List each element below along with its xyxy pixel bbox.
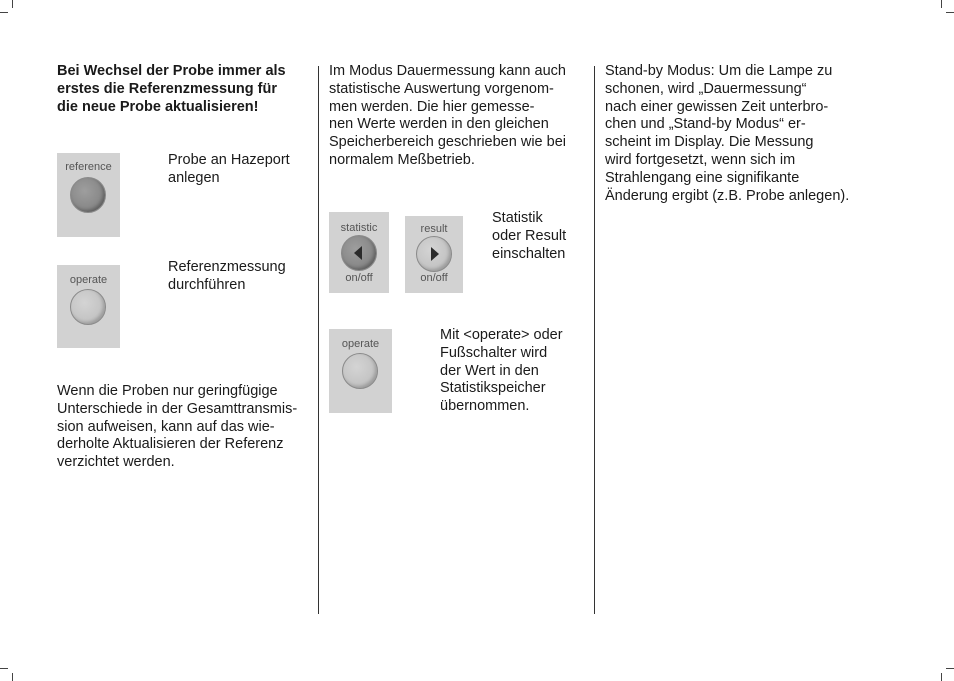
arrow-right-icon — [417, 237, 451, 271]
crop-mark — [946, 668, 954, 669]
crop-mark — [0, 668, 8, 669]
intro-line: men werden. Die hier gemesse- — [329, 98, 535, 115]
operate-text — [440, 327, 563, 416]
reference-heading — [57, 63, 286, 116]
result-key[interactable] — [405, 216, 463, 293]
heading-line: die neue Probe aktualisieren! — [57, 98, 259, 115]
step1-line: Probe an Hazeport — [168, 152, 290, 168]
heading-line: Bei Wechsel der Probe immer als — [57, 63, 286, 79]
note-line: Unterschiede in der Gesamttransmis- — [57, 400, 298, 417]
intro-line: nen Werte werden in den gleichen — [329, 116, 549, 133]
note-line: derholte Aktualisieren der Referenz — [57, 436, 284, 453]
step2-line: Referenzmessung — [168, 259, 286, 275]
standby-line: chen und „Stand-by Modus“ er- — [605, 116, 806, 133]
crop-mark — [941, 673, 942, 681]
statistic-button[interactable] — [341, 235, 377, 271]
result-key-label: result — [420, 223, 448, 235]
note-line: verzichtet werden. — [57, 454, 175, 471]
reference-key[interactable] — [57, 153, 120, 237]
standby-line: Stand-by Modus: Um die Lampe zu — [605, 63, 833, 79]
operate-line: Statistikspeicher — [440, 380, 546, 397]
operate-line: übernommen. — [440, 398, 530, 415]
standby-line: wird fortgesetzt, wenn sich im — [605, 151, 796, 168]
step1-text — [168, 152, 290, 188]
step2-line: durchführen — [168, 276, 246, 293]
standby-line: scheint im Display. Die Messung — [605, 134, 814, 151]
standby-line: nach einer gewissen Zeit unterbro- — [605, 98, 829, 115]
keys-text — [492, 210, 566, 263]
statistic-key-label: statistic — [340, 222, 378, 234]
step1-line: anlegen — [168, 169, 220, 186]
reference-key-label: reference — [65, 161, 112, 173]
crop-mark — [12, 673, 13, 681]
statistic-onoff-label: on/off — [345, 272, 373, 284]
note-line: Wenn die Proben nur geringfügige — [57, 383, 278, 399]
intro-line: statistische Auswertung vorgenom- — [329, 80, 554, 97]
crop-mark — [12, 0, 13, 8]
standby-line: Strahlengang eine signifikante — [605, 169, 800, 186]
operate-key-2[interactable] — [329, 329, 392, 413]
crop-mark — [0, 12, 8, 13]
result-button[interactable] — [416, 236, 452, 272]
operate-line: Mit <operate> oder — [440, 327, 563, 343]
crop-mark — [941, 0, 942, 8]
operate-line: der Wert in den — [440, 362, 539, 379]
operate-key[interactable] — [57, 265, 120, 348]
keys-line: Statistik — [492, 210, 543, 226]
statistics-intro — [329, 63, 566, 170]
reference-button[interactable] — [70, 177, 106, 213]
result-onoff-label: on/off — [420, 272, 448, 284]
intro-line: Im Modus Dauermessung kann auch — [329, 63, 566, 79]
intro-line: Speicherbereich geschrieben wie bei — [329, 134, 566, 151]
keys-line: oder Result — [492, 227, 567, 244]
column-divider — [318, 66, 319, 614]
standby-text — [605, 63, 849, 205]
reference-note — [57, 383, 297, 472]
note-line: sion aufweisen, kann auf das wie- — [57, 418, 275, 435]
arrow-left-icon — [342, 236, 376, 270]
keys-line: einschalten — [492, 245, 566, 262]
heading-line: erstes die Referenzmessung für — [57, 80, 277, 97]
operate-button[interactable] — [70, 289, 106, 325]
operate-line: Fußschalter wird — [440, 344, 548, 361]
intro-line: normalem Meßbetrieb. — [329, 151, 475, 168]
column-divider — [594, 66, 595, 614]
standby-line: Änderung ergibt (z.B. Probe anlegen). — [605, 187, 850, 204]
crop-mark — [946, 12, 954, 13]
standby-line: schonen, wird „Dauermessung“ — [605, 80, 807, 97]
operate-button-2[interactable] — [342, 353, 378, 389]
statistic-key[interactable] — [329, 212, 389, 293]
operate-key-label: operate — [341, 338, 380, 350]
operate-key-label: operate — [69, 274, 108, 286]
step2-text — [168, 259, 286, 295]
